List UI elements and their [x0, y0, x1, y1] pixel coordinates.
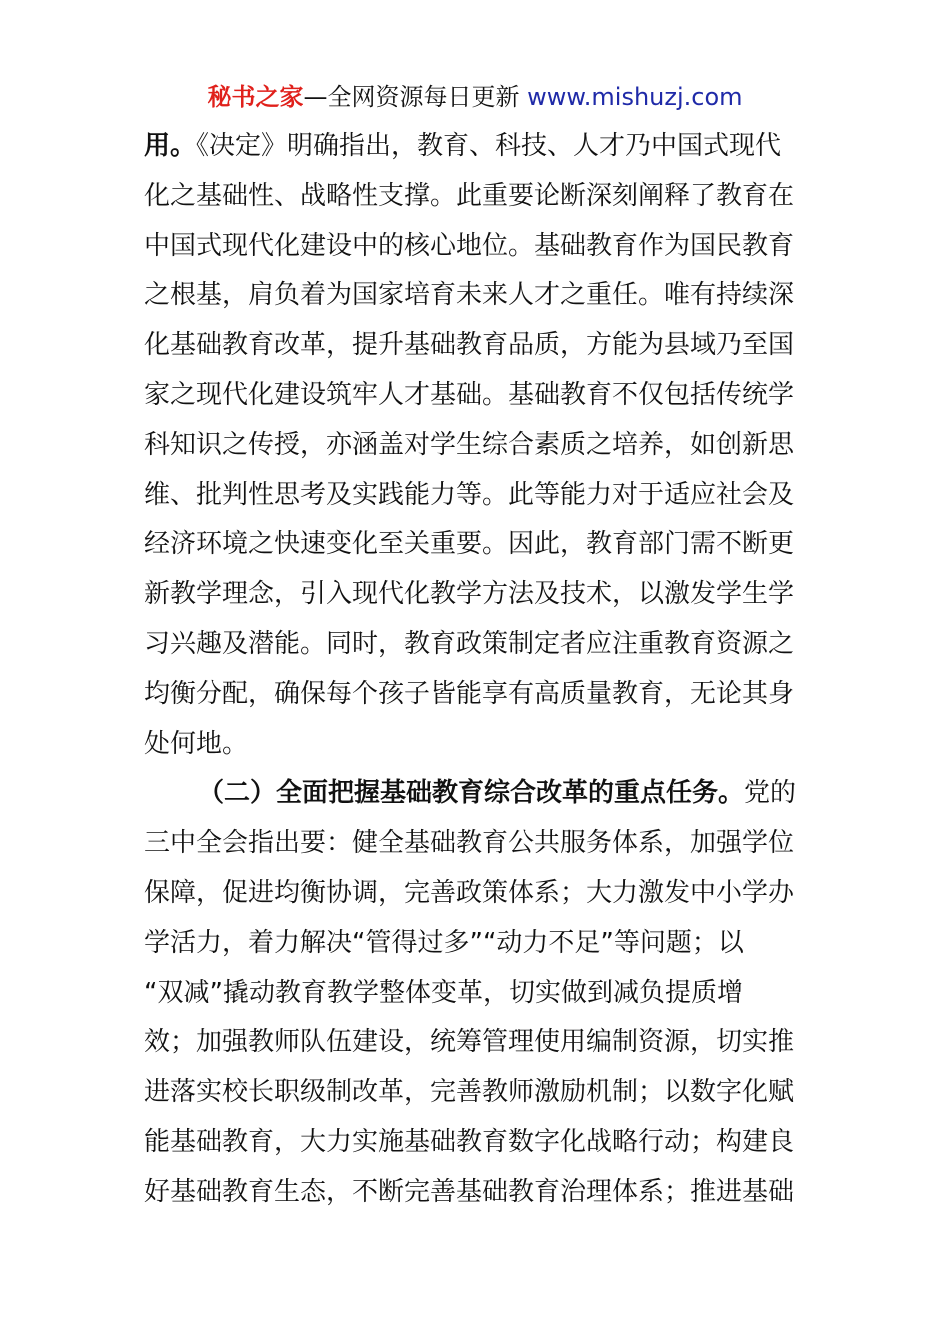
text-line: 维、批判性思考及实践能力等。此等能力对于适应社会及 [144, 479, 795, 510]
text-run: 党的 [744, 778, 797, 809]
text-line [144, 122, 808, 172]
text-line: “双减”撬动教育教学整体变革，切实做到减负提质增 [144, 977, 743, 1008]
site-url[interactable]: www.mishuzj.com [527, 83, 743, 111]
text-line: 经济环境之快速变化至关重要。因此，教育部门需不断更 [144, 529, 795, 560]
text-line: 科知识之传授，亦涵盖对学生综合素质之培养，如创新思 [144, 429, 795, 460]
text-line: 化基础教育改革，提升基础教育品质，方能为县域乃至国 [144, 330, 795, 361]
text-line: 均衡分配，确保每个孩子皆能享有高质量教育，无论其身 [144, 678, 795, 709]
text-line: 三中全会指出要：健全基础教育公共服务体系，加强学位 [144, 828, 795, 859]
text-line: 好基础教育生态，不断完善基础教育治理体系；推进基础 [144, 1176, 795, 1207]
document-body [144, 122, 808, 1218]
section-heading: （二）全面把握基础教育综合改革的重点任务。 [198, 778, 745, 809]
text-line: 之根基，肩负着为国家培育未来人才之重任。唯有持续深 [144, 280, 795, 311]
text-line: 新教学理念，引入现代化教学方法及技术，以激发学生学 [144, 579, 795, 610]
section-heading-line [144, 769, 808, 819]
text-line: 中国式现代化建设中的核心地位。基础教育作为国民教育 [144, 230, 795, 261]
bold-run: 用。 [144, 131, 197, 161]
text-line: 习兴趣及潜能。同时，教育政策制定者应注重教育资源之 [144, 628, 795, 659]
text-line: 处何地。 [144, 728, 249, 759]
text-line: 学活力，着力解决“管得过多”“动力不足”等问题；以 [144, 927, 744, 958]
text-line: 效；加强教师队伍建设，统筹管理使用编制资源，切实推 [144, 1027, 795, 1058]
text-line: 能基础教育，大力实施基础教育数字化战略行动；构建良 [144, 1126, 795, 1157]
page-header [0, 80, 950, 114]
text-line: 进落实校长职级制改革，完善教师激励机制；以数字化赋 [144, 1077, 795, 1108]
site-brand: 秘书之家 [207, 83, 304, 111]
text-line: 化之基础性、战略性支撑。此重要论断深刻阐释了教育在 [144, 180, 795, 211]
text-line: 保障，促进均衡协调，完善政策体系；大力激发中小学办 [144, 877, 795, 908]
text-line: 家之现代化建设筑牢人才基础。基础教育不仅包括传统学 [144, 379, 795, 410]
text-run: 《决定》明确指出，教育、科技、人才乃中国式现代 [196, 131, 782, 161]
site-tagline: —全网资源每日更新 [303, 83, 528, 111]
